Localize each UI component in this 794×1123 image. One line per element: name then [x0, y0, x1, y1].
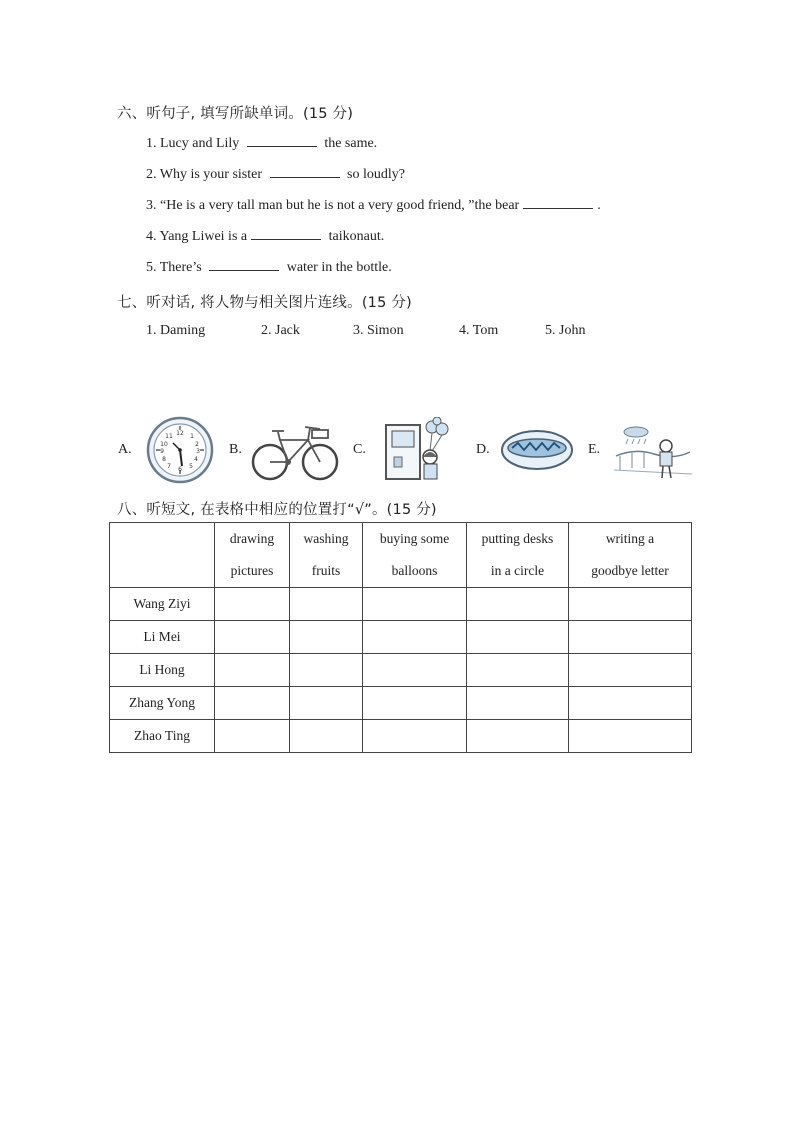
column-header: washing fruits [290, 523, 363, 588]
answer-cell[interactable] [363, 588, 467, 621]
row-name: Zhao Ting [110, 720, 215, 753]
answer-cell[interactable] [467, 654, 569, 687]
answer-cell[interactable] [215, 720, 290, 753]
answer-cell[interactable] [290, 621, 363, 654]
activity-table [109, 522, 692, 753]
svg-text:7: 7 [167, 463, 171, 470]
section-6-heading: 六、听句子, 填写所缺单词。(15 分) [117, 106, 354, 122]
answer-cell[interactable] [290, 588, 363, 621]
answer-cell[interactable] [363, 720, 467, 753]
sentence-5: 5. There’s water in the bottle. [146, 260, 392, 275]
answer-cell[interactable] [467, 621, 569, 654]
answer-cell[interactable] [215, 687, 290, 720]
blank-5[interactable] [209, 269, 279, 271]
svg-text:3: 3 [196, 448, 200, 455]
section-7-heading: 七、听对话, 将人物与相关图片连线。(15 分) [117, 295, 412, 311]
blank-3[interactable] [523, 207, 593, 209]
svg-text:4: 4 [194, 456, 198, 463]
table-row [110, 720, 692, 753]
sentence-2: 2. Why is your sister so loudly? [146, 167, 405, 182]
bicycle-icon[interactable] [250, 420, 340, 487]
answer-cell[interactable] [215, 654, 290, 687]
table-row [110, 621, 692, 654]
girl-with-balloons-at-window-icon[interactable] [384, 417, 456, 486]
person-jack[interactable]: 2. Jack [261, 323, 300, 338]
answer-cell[interactable] [467, 687, 569, 720]
table-header-row [110, 523, 692, 588]
clock-icon[interactable] [146, 416, 214, 489]
svg-text:12: 12 [176, 430, 184, 437]
section-8-heading: 八、听短文, 在表格中相应的位置打“√”。(15 分) [117, 502, 437, 518]
hot-dog-icon[interactable] [500, 428, 574, 477]
picture-letter-c: C. [353, 442, 366, 457]
answer-cell[interactable] [290, 720, 363, 753]
sentence-3: 3. “He is a very tall man but he is not a very good friend, ”the bear . [146, 198, 601, 213]
answer-cell[interactable] [215, 621, 290, 654]
answer-cell[interactable] [569, 621, 692, 654]
answer-cell[interactable] [467, 720, 569, 753]
person-john[interactable]: 5. John [545, 323, 586, 338]
sentence-4: 4. Yang Liwei is a taikonaut. [146, 229, 385, 244]
row-name: Li Hong [110, 654, 215, 687]
svg-text:6: 6 [178, 466, 182, 473]
svg-text:11: 11 [165, 433, 173, 440]
person-daming[interactable]: 1. Daming [146, 323, 206, 338]
picture-letter-b: B. [229, 442, 242, 457]
svg-text:9: 9 [160, 448, 164, 455]
blank-4[interactable] [251, 238, 321, 240]
svg-text:10: 10 [160, 441, 168, 448]
table-row [110, 687, 692, 720]
answer-cell[interactable] [569, 687, 692, 720]
answer-cell[interactable] [569, 720, 692, 753]
row-name: Wang Ziyi [110, 588, 215, 621]
svg-text:2: 2 [195, 441, 199, 448]
sentence-1: 1. Lucy and Lily the same. [146, 136, 378, 151]
answer-cell[interactable] [215, 588, 290, 621]
picture-letter-e: E. [588, 442, 601, 457]
answer-cell[interactable] [467, 588, 569, 621]
person-simon[interactable]: 3. Simon [353, 323, 404, 338]
table-row [110, 654, 692, 687]
column-header: buying some balloons [363, 523, 467, 588]
answer-cell[interactable] [363, 687, 467, 720]
picture-letter-d: D. [476, 442, 490, 457]
column-header: drawing pictures [215, 523, 290, 588]
picture-letter-a: A. [118, 442, 132, 457]
person-tom[interactable]: 4. Tom [459, 323, 499, 338]
column-header: putting desks in a circle [467, 523, 569, 588]
column-header: writing a goodbye letter [569, 523, 692, 588]
boy-in-rain-icon[interactable] [614, 422, 692, 485]
row-name: Li Mei [110, 621, 215, 654]
svg-text:8: 8 [162, 456, 166, 463]
svg-text:1: 1 [190, 433, 194, 440]
svg-text:5: 5 [189, 463, 193, 470]
answer-cell[interactable] [290, 654, 363, 687]
answer-cell[interactable] [290, 687, 363, 720]
blank-1[interactable] [247, 145, 317, 147]
answer-cell[interactable] [363, 621, 467, 654]
table-row [110, 588, 692, 621]
answer-cell[interactable] [363, 654, 467, 687]
row-name: Zhang Yong [110, 687, 215, 720]
answer-cell[interactable] [569, 654, 692, 687]
table-corner-cell [110, 523, 215, 588]
blank-2[interactable] [270, 176, 340, 178]
answer-cell[interactable] [569, 588, 692, 621]
